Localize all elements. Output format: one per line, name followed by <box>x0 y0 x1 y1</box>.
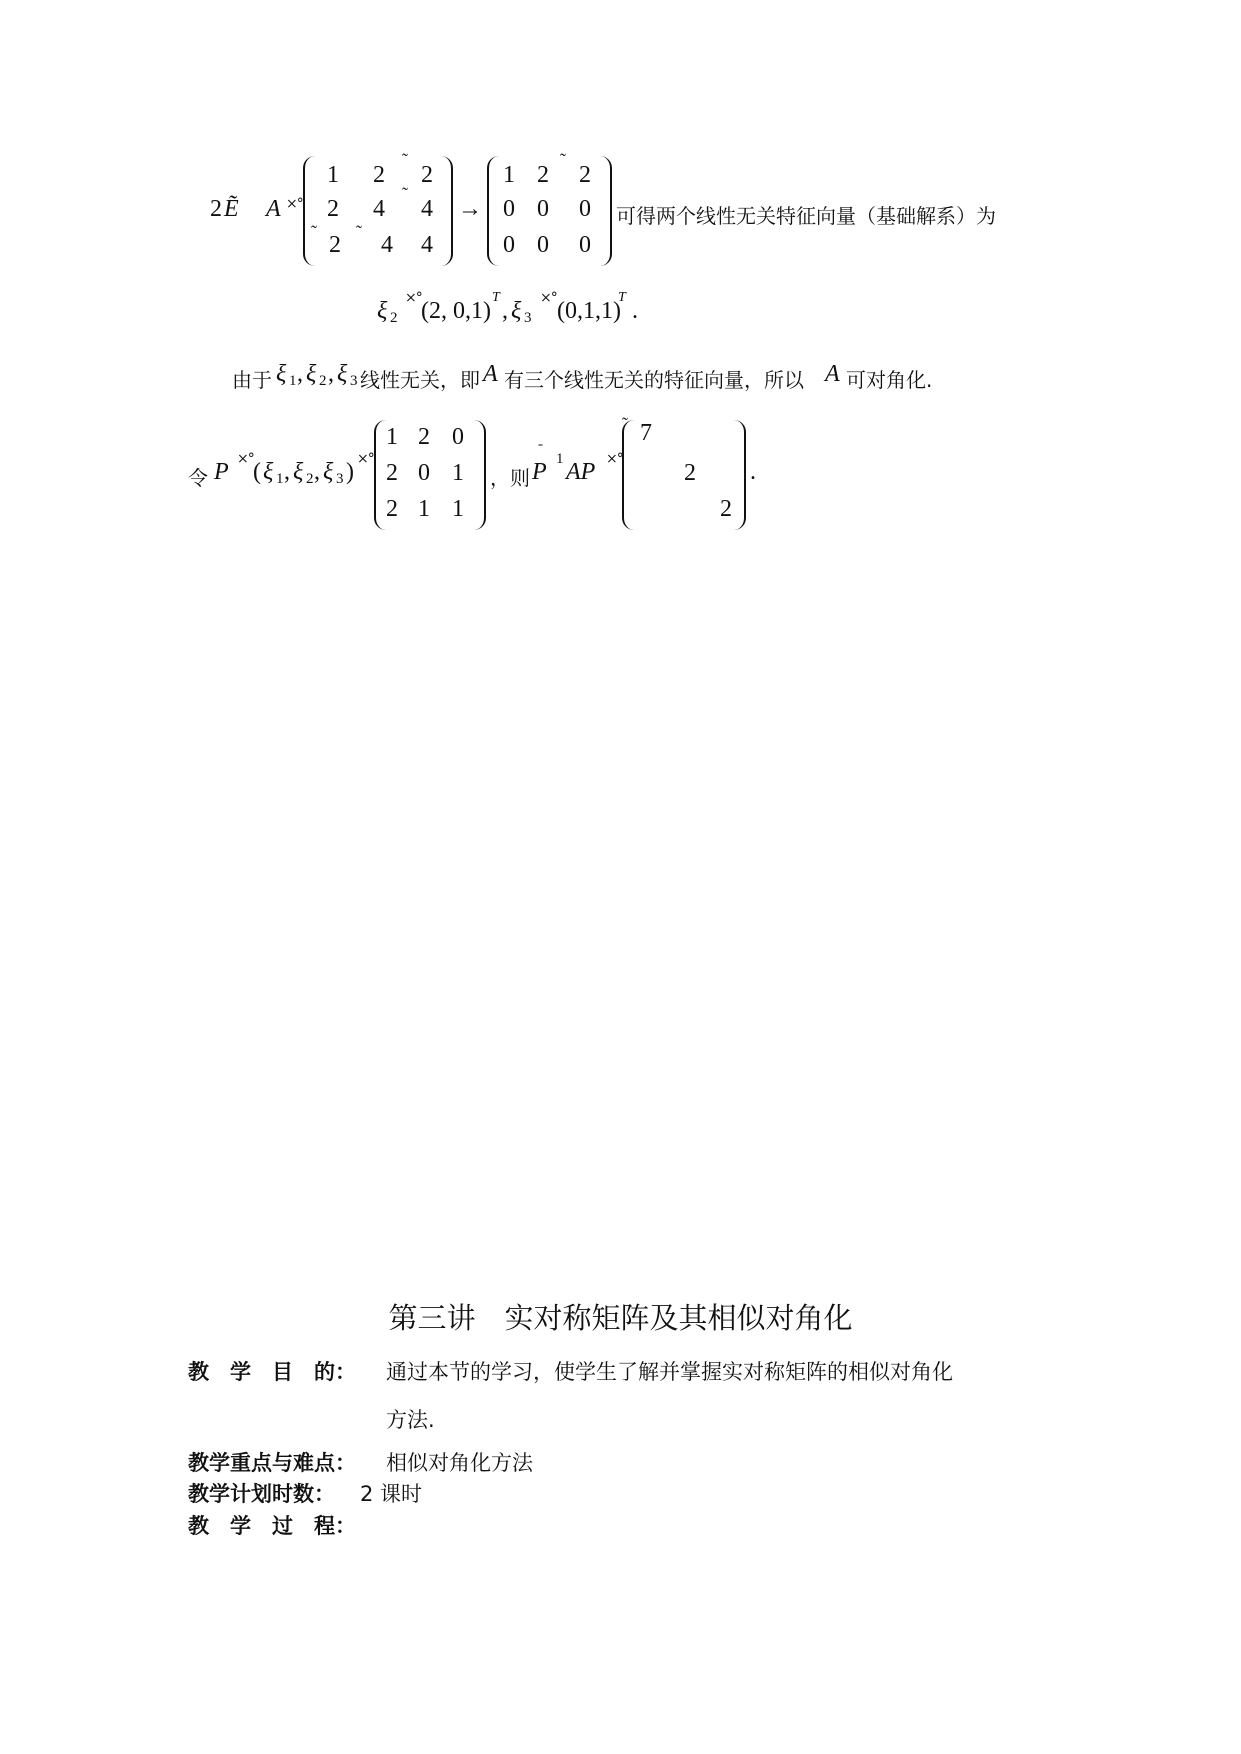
cell: 2 <box>579 162 591 188</box>
then-text: ，则 <box>490 466 530 490</box>
process-label: 教 学 过 程： <box>188 1514 356 1538</box>
diag-cell: 7 <box>640 420 652 446</box>
period: . <box>750 459 756 485</box>
cell: 1 <box>452 460 464 486</box>
xi-2: ξ <box>306 361 317 387</box>
cell: 1 <box>452 496 464 522</box>
encoding-glyph: ×° <box>540 290 557 306</box>
middle-text-2: 有三个线性无关的特征向量，所以 <box>504 368 804 392</box>
tilde-mark: ˜ <box>311 222 317 242</box>
hours-text: 2 课时 <box>360 1482 423 1506</box>
xi-subscript: 3 <box>336 471 344 487</box>
tilde-mark: ˜ <box>560 150 566 170</box>
cell: 0 <box>537 232 549 258</box>
suffix-text: 可对角化. <box>846 368 933 392</box>
cell: 2 <box>421 162 433 188</box>
xi-3: ξ <box>337 361 348 387</box>
goal-label: 教 学 目 的： <box>188 1360 356 1384</box>
xi-1: ξ <box>263 459 274 485</box>
xi-2: ξ <box>377 298 388 324</box>
middle-text: 线性无关，即 <box>360 368 480 392</box>
cell: 0 <box>503 232 515 258</box>
cell: 1 <box>418 496 430 522</box>
xi-2-subscript: 2 <box>390 310 398 326</box>
cell: 1 <box>386 424 398 450</box>
cell: 4 <box>421 196 433 222</box>
prefix-text: 令 <box>188 466 208 490</box>
cell: 2 <box>386 460 398 486</box>
tuple-close: ) <box>346 459 354 485</box>
cell: 2 <box>418 424 430 450</box>
xi-subscript: 1 <box>289 373 297 389</box>
tuple-open: ( <box>253 459 261 485</box>
reduces-to-arrow: → <box>458 196 482 222</box>
key-points-label: 教学重点与难点： <box>188 1451 356 1475</box>
cell: 0 <box>537 196 549 222</box>
tilde-mark: ˜ <box>402 184 408 204</box>
comma: , <box>502 298 508 324</box>
vector-xi-3: (0,1,1) <box>557 298 621 324</box>
matrix-A: A <box>825 361 840 387</box>
comma: , <box>297 361 303 387</box>
AP-product: AP <box>566 459 596 485</box>
prefix-text: 由于 <box>232 368 272 392</box>
cell: 2 <box>327 196 339 222</box>
cell: 4 <box>381 232 393 258</box>
comma: , <box>314 459 320 485</box>
xi-subscript: 2 <box>306 471 314 487</box>
cell: 4 <box>421 232 433 258</box>
section-title: 第三讲 实对称矩阵及其相似对角化 <box>388 1301 853 1335</box>
goal-text-line-1: 通过本节的学习，使学生了解并掌握实对称矩阵的相似对角化 <box>386 1360 953 1384</box>
bar-mark: ¯ <box>537 443 543 459</box>
hours-label: 教学计划时数： <box>188 1482 335 1506</box>
cell: 4 <box>373 196 385 222</box>
xi-3: ξ <box>511 298 522 324</box>
encoding-glyph: ×° <box>405 290 422 306</box>
encoding-glyph: ×° <box>237 451 254 467</box>
matrix-A: A <box>483 361 498 387</box>
tilde-mark: ˜ <box>356 222 362 242</box>
matrix-lambda-e-minus-a <box>303 150 453 266</box>
xi-3: ξ <box>323 459 334 485</box>
cell: 0 <box>579 196 591 222</box>
xi-subscript: 3 <box>350 373 358 389</box>
vector-xi-2: (2, 0,1) <box>421 298 491 324</box>
cell: 2 <box>537 162 549 188</box>
xi-3-subscript: 3 <box>524 310 532 326</box>
tilde-mark: ˜ <box>622 414 628 434</box>
diagonal-matrix <box>622 414 746 530</box>
cell: 2 <box>386 496 398 522</box>
diag-cell: 2 <box>684 460 696 486</box>
cell: 0 <box>503 196 515 222</box>
transpose-T: T <box>492 290 500 305</box>
key-points-text: 相似对角化方法 <box>386 1451 533 1475</box>
cell: 2 <box>373 162 385 188</box>
encoding-glyph: ×° <box>357 451 374 467</box>
cell: 2 <box>329 232 341 258</box>
coef-2: 2 <box>210 196 222 222</box>
transpose-T: T <box>618 290 626 305</box>
cell: 0 <box>452 424 464 450</box>
cell: 0 <box>579 232 591 258</box>
identity-E: Ẽ <box>224 196 239 222</box>
inverse-exponent: 1 <box>556 451 564 467</box>
matrix-P-inverse: P <box>532 459 547 485</box>
goal-text-line-2: 方法. <box>386 1408 435 1432</box>
matrix-A: A <box>266 196 281 222</box>
cell: 1 <box>503 162 515 188</box>
comma: , <box>284 459 290 485</box>
tilde-mark: ˜ <box>402 150 408 170</box>
cell: 0 <box>418 460 430 486</box>
matrix-P: P <box>214 459 229 485</box>
xi-1: ξ <box>276 361 287 387</box>
period: . <box>632 298 638 324</box>
encoding-glyph: ×° <box>606 451 623 467</box>
xi-2: ξ <box>293 459 304 485</box>
matrix-P-values <box>374 420 486 530</box>
cell: 1 <box>327 162 339 188</box>
comma: , <box>328 361 334 387</box>
diag-cell: 2 <box>720 496 732 522</box>
matrix-row-echelon <box>487 150 612 266</box>
xi-subscript: 2 <box>319 373 327 389</box>
eigenvector-text: 可得两个线性无关特征向量（基础解系）为 <box>616 204 996 228</box>
encoding-glyph: ×° <box>286 196 303 212</box>
xi-subscript: 1 <box>276 471 284 487</box>
